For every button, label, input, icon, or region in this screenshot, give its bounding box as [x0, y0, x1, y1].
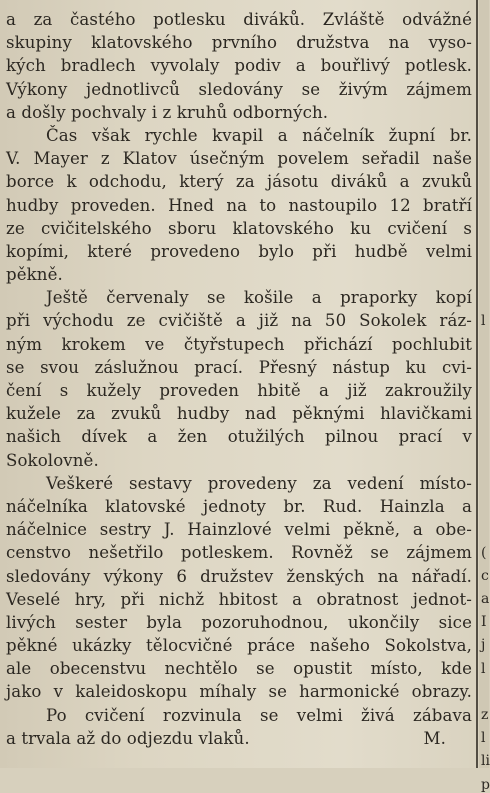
adjacent-column-glyph: l	[481, 312, 486, 329]
closing-line	[6, 727, 472, 750]
text-line: livých sester byla pozoruhodnou, ukončily sice	[6, 612, 472, 632]
text-line: borce k odchodu, který za jásotu diváků a zvuků	[6, 172, 472, 192]
text-line: Veselé hry, při nichž hbitost a obratnost jednot-	[6, 589, 472, 609]
adjacent-column-glyph: l	[481, 660, 486, 677]
adjacent-column-glyph: l	[481, 730, 486, 747]
column-rule	[476, 0, 478, 768]
article-column	[6, 8, 472, 750]
adjacent-column-glyph: j	[481, 637, 486, 654]
text-line: jako v kaleidoskopu míhaly se harmonické obrazy.	[6, 682, 472, 702]
text-line: pěkně.	[6, 265, 63, 285]
text-line: našich dívek a žen otužilých pilnou prací v	[6, 427, 472, 447]
text-line: kých bradlech vyvolaly podiv a bouřlivý potlesk.	[6, 56, 472, 76]
text-line: skupiny klatovského prvního družstva na vyso-	[6, 33, 472, 53]
text-line: náčelnice sestry J. Hainzlové velmi pěkně, a obe-	[6, 520, 472, 540]
adjacent-column-glyph: li	[481, 753, 490, 770]
text-line: Veškeré sestavy provedeny za vedení místo-	[46, 473, 472, 493]
text-line: pěkné ukázky tělocvičné práce našeho Sokolstva,	[6, 636, 472, 656]
text-line: ze cvičitelského sboru klatovského ku cvičení s	[6, 218, 472, 238]
text-line: Sokolovně.	[6, 450, 99, 470]
text-line: a došly pochvaly i z kruhů odborných.	[6, 102, 329, 122]
text-line: Po cvičení rozvinula se velmi živá zábava	[46, 705, 472, 725]
text-line: sledovány výkony 6 družstev ženských na nářadí.	[6, 566, 472, 586]
final-sentence: a trvala až do odjezdu vlaků.	[6, 728, 250, 748]
adjacent-column-glyph: a	[481, 591, 490, 607]
text-line: Ještě červenaly se košile a praporky kopí	[46, 288, 472, 308]
text-line: ale obecenstvu nechtělo se opustit místo, kde	[6, 659, 472, 679]
author-signature: M.	[423, 728, 446, 748]
text-line: se svou záslužnou prací. Přesný nástup ku cvi-	[6, 357, 472, 377]
text-line: hudby proveden. Hned na to nastoupilo 12 bratří	[6, 195, 472, 215]
text-line: a za častého potlesku diváků. Zvláště odvážné	[6, 10, 472, 29]
text-line: V. Mayer z Klatov úsečným povelem seřadil naše	[6, 149, 472, 169]
text-line: censtvo nešetřilo potleskem. Rovněž se zájmem	[6, 543, 472, 563]
text-line: kopími, které provedeno bylo při hudbě velmi	[6, 241, 472, 261]
text-line: náčelníka klatovské jednoty br. Rud. Hainzla a	[6, 496, 472, 516]
text-line: Čas však rychle kvapil a náčelník župní br.	[46, 125, 472, 145]
text-line: při východu ze cvičiště a již na 50 Sokolek ráz-	[6, 311, 472, 331]
adjacent-column-glyph: z	[481, 707, 489, 723]
adjacent-column-glyph: p	[481, 776, 490, 793]
text-line: čení s kužely proveden hbitě a již zakroužily	[6, 381, 472, 400]
adjacent-column-glyph: (	[481, 544, 487, 561]
text-line: kužele za zvuků hudby nad pěknými hlavičkami	[6, 404, 472, 424]
text-line: ným krokem ve čtyřstupech přichází pochlubit	[6, 334, 472, 354]
adjacent-column-glyph: I	[481, 614, 487, 631]
text-line: Výkony jednotlivců sledovány se živým zájmem	[6, 79, 472, 99]
adjacent-column-glyph: c	[481, 567, 489, 584]
adjacent-column-fragment	[479, 0, 490, 793]
